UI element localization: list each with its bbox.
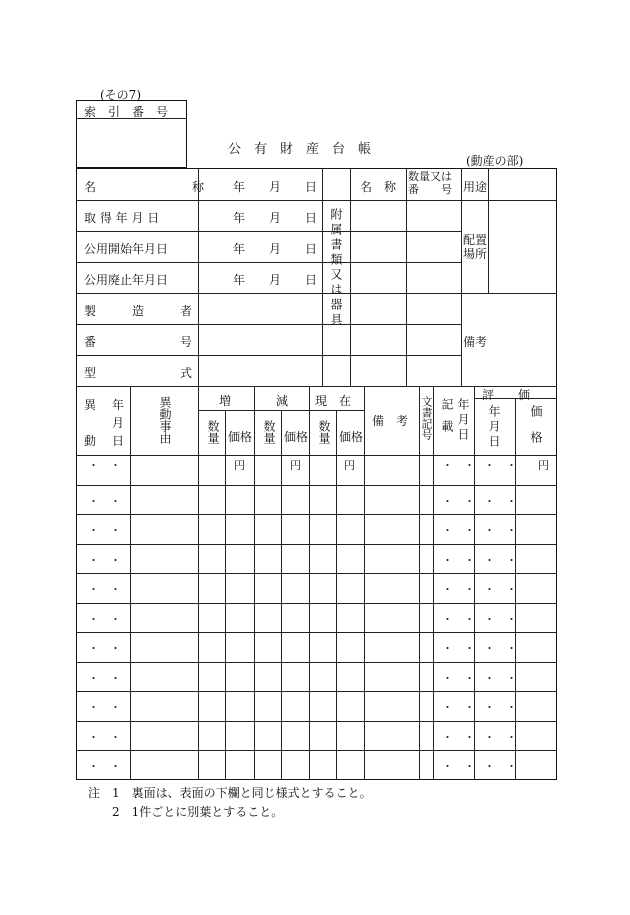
h-evaluation: 評 価	[482, 388, 531, 402]
ledger-header-divider	[76, 455, 557, 456]
row-eval-price-yen: 円	[538, 459, 549, 472]
row-eval-date-dots: ・ ・	[484, 524, 517, 537]
row-label-manufacturer: 製 造 者	[84, 304, 193, 318]
col-remarks-top: 備考	[463, 335, 488, 349]
row-eval-date-dots: ・ ・	[484, 494, 517, 508]
h-inc-price: 価格	[228, 430, 253, 444]
col-usage: 用途	[463, 180, 488, 194]
row-eval-date-dots: ・ ・	[484, 701, 517, 714]
row-record-date-dots: ・ ・	[442, 760, 475, 773]
h-change-2: 動	[84, 434, 97, 448]
table-row-divider	[76, 662, 557, 663]
row-change-date-dots: ・ ・	[88, 671, 121, 685]
h-decrease: 減	[276, 394, 289, 408]
row-date-name[interactable]: 年 月 日	[233, 180, 318, 194]
h-document-code: 文書記号	[420, 396, 433, 440]
note-1: 注 1 裏面は、表面の下欄と同じ様式とすること。	[88, 786, 372, 800]
table-row-divider	[76, 603, 557, 604]
row-record-date-dots: ・ ・	[442, 494, 475, 508]
row-eval-date-dots: ・ ・	[484, 642, 517, 655]
row-record-date-dots: ・ ・	[442, 701, 475, 714]
row-cur-price-yen: 円	[344, 459, 355, 472]
h-eval-date: 年月日	[487, 405, 501, 450]
row-dec-price-yen: 円	[290, 459, 301, 472]
h-eval-price: 価格	[529, 405, 543, 457]
table-row-divider	[76, 514, 557, 515]
row-label-acquired: 取 得 年 月 日	[84, 211, 160, 225]
h-date-year: 年	[112, 398, 125, 412]
row-eval-date-dots: ・ ・	[484, 671, 517, 685]
col-attached-name: 名 称	[360, 180, 397, 194]
h-dec-price: 価格	[284, 430, 309, 444]
h-record: 記載	[440, 398, 454, 442]
row-eval-date-dots: ・ ・	[484, 730, 517, 744]
h-record-date: 年月日	[456, 398, 470, 443]
row-record-date-dots: ・ ・	[442, 612, 475, 626]
row-change-date-dots: ・ ・	[88, 701, 121, 714]
row-date-use-start[interactable]: 年 月 日	[233, 242, 318, 256]
page-title: 公 有 財 産 台 帳	[228, 142, 372, 157]
index-number-label: 索 引 番 号	[84, 105, 169, 119]
row-change-date-dots: ・ ・	[88, 612, 121, 626]
h-change-1: 異	[84, 398, 97, 412]
h-dec-qty: 数量	[262, 420, 276, 444]
attached-items-label: 附属書類又は器具	[329, 208, 343, 328]
row-record-date-dots: ・ ・	[442, 524, 475, 537]
h-cur-qty: 数量	[317, 420, 331, 444]
row-change-date-dots: ・ ・	[88, 760, 121, 773]
table-row-divider	[76, 573, 557, 574]
row-change-date-dots: ・ ・	[88, 730, 121, 744]
h-inc-qty: 数量	[206, 420, 220, 444]
row-record-date-dots: ・ ・	[442, 671, 475, 685]
row-record-date-dots: ・ ・	[442, 730, 475, 744]
page-subtitle: (動産の部)	[466, 154, 524, 168]
row-change-date-dots: ・ ・	[88, 494, 121, 508]
h-current: 現 在	[315, 394, 352, 408]
row-record-date-dots: ・ ・	[442, 459, 475, 472]
h-increase: 増	[219, 394, 232, 408]
h-cur-price: 価格	[339, 430, 364, 444]
col-placement: 配置場所	[463, 233, 488, 261]
row-eval-date-dots: ・ ・	[484, 583, 517, 596]
note-2: 2 1件ごとに別葉とすること。	[88, 805, 284, 819]
row-eval-date-dots: ・ ・	[484, 459, 517, 472]
table-row-divider	[76, 750, 557, 751]
row-change-date-dots: ・ ・	[88, 642, 121, 655]
table-row-divider	[76, 691, 557, 692]
col-quantity-number: 数量又は番 号	[408, 170, 452, 196]
row-label-use-end: 公用廃止年月日	[84, 273, 169, 287]
row-label-name: 名 称	[84, 180, 205, 194]
table-row-divider	[76, 632, 557, 633]
row-eval-date-dots: ・ ・	[484, 553, 517, 567]
row-change-date-dots: ・ ・	[88, 459, 121, 472]
h-date-month: 月	[112, 416, 125, 430]
row-date-acquired[interactable]: 年 月 日	[233, 211, 318, 225]
table-row-divider	[76, 485, 557, 486]
row-date-use-end[interactable]: 年 月 日	[233, 273, 318, 287]
row-record-date-dots: ・ ・	[442, 583, 475, 596]
row-change-date-dots: ・ ・	[88, 524, 121, 537]
row-inc-price-yen: 円	[234, 459, 245, 472]
h-remarks: 備 考	[372, 414, 409, 428]
table-row-divider	[76, 721, 557, 722]
h-date-day: 日	[112, 434, 125, 448]
h-reason: 異動事由	[158, 396, 172, 444]
row-eval-date-dots: ・ ・	[484, 612, 517, 626]
row-label-number: 番 号	[84, 335, 193, 349]
table-row-divider	[76, 544, 557, 545]
row-label-use-start: 公用開始年月日	[84, 242, 169, 256]
row-eval-date-dots: ・ ・	[484, 760, 517, 773]
row-record-date-dots: ・ ・	[442, 553, 475, 567]
form-variant: (その7)	[100, 88, 141, 102]
row-record-date-dots: ・ ・	[442, 642, 475, 655]
row-change-date-dots: ・ ・	[88, 583, 121, 596]
row-label-model: 型 式	[84, 366, 193, 380]
row-change-date-dots: ・ ・	[88, 553, 121, 567]
